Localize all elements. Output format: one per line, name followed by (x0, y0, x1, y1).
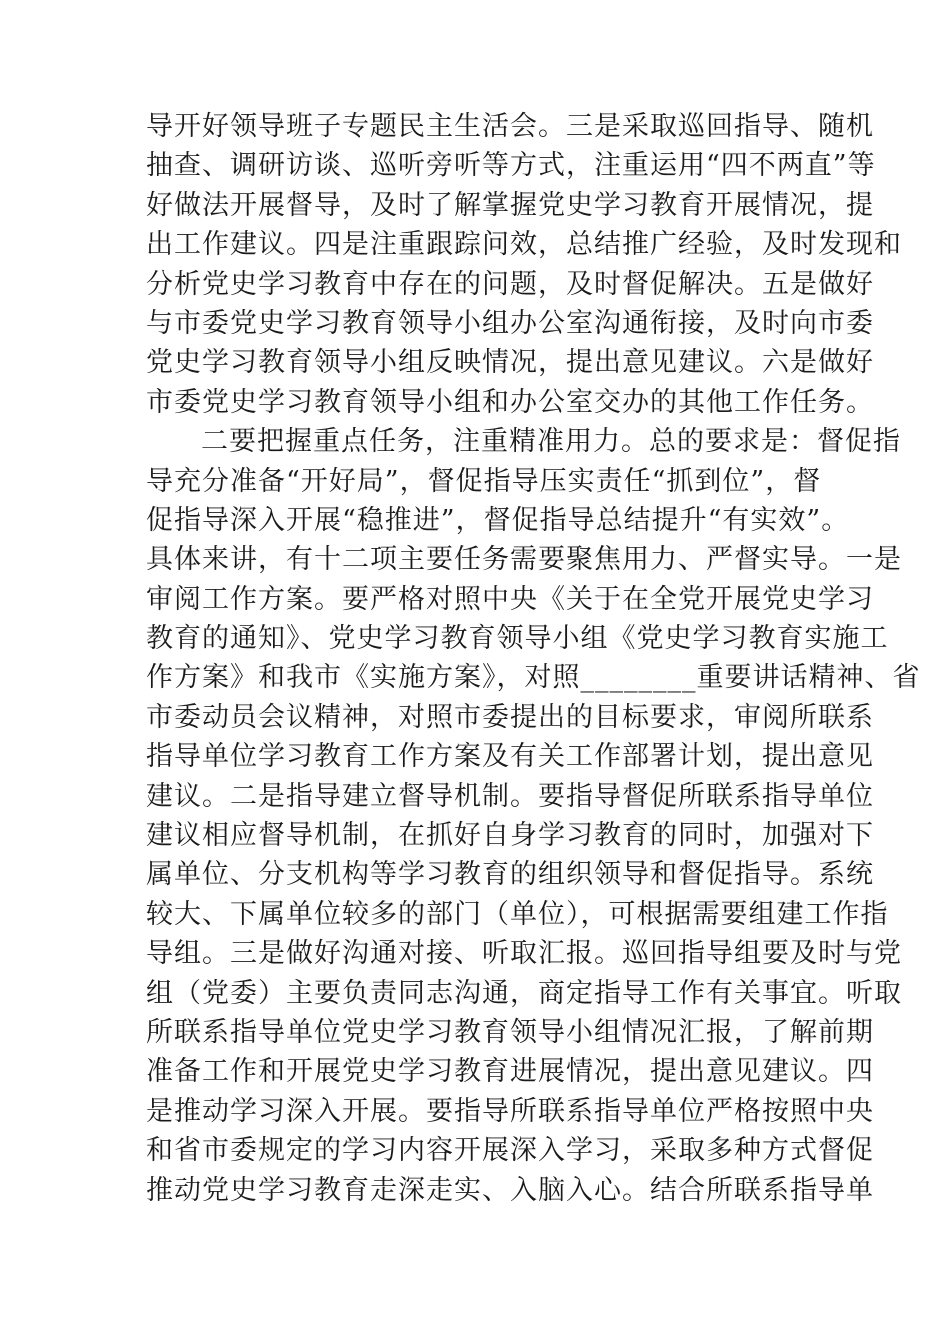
text-line: 教育的通知》、党史学习教育领导小组《党史学习教育实施工 (146, 623, 889, 655)
paragraph-start-line: 二要把握重点任务，注重精准用力。总的要求是：督促指 (201, 426, 901, 458)
text-line: 好做法开展督导，及时了解掌握党史学习教育开展情况，提 (146, 189, 874, 221)
text-line: 出工作建议。四是注重跟踪问效，总结推广经验，及时发现和 (146, 229, 902, 261)
text-line: 组（党委）主要负责同志沟通，商定指导工作有关事宜。听取 (146, 977, 902, 1009)
text-line: 建议。二是指导建立督导机制。要指导督促所联系指导单位 (146, 780, 874, 812)
text-line: 和省市委规定的学习内容开展深入学习，采取多种方式督促 (146, 1135, 874, 1167)
text-line: 作方案》和我市《实施方案》，对照________重要讲话精神、省 (146, 662, 921, 694)
text-line: 准备工作和开展党史学习教育进展情况，提出意见建议。四 (146, 1056, 874, 1088)
text-line: 推动党史学习教育走深走实、入脑入心。结合所联系指导单 (146, 1174, 874, 1206)
text-line: 抽查、调研访谈、巡听旁听等方式，注重运用“四不两直”等 (146, 150, 876, 182)
text-line: 党史学习教育领导小组反映情况，提出意见建议。六是做好 (146, 347, 874, 379)
text-line: 是推动学习深入开展。要指导所联系指导单位严格按照中央 (146, 1095, 874, 1127)
text-line: 指导单位学习教育工作方案及有关工作部署计划，提出意见 (146, 741, 874, 773)
text-line: 分析党史学习教育中存在的问题，及时督促解决。五是做好 (146, 268, 874, 300)
text-line: 导充分准备“开好局”，督促指导压实责任“抓到位”，督 (146, 465, 822, 497)
text-line: 市委党史学习教育领导小组和办公室交办的其他工作任务。 (146, 386, 874, 418)
text-line: 审阅工作方案。要严格对照中央《关于在全党开展党史学习 (146, 583, 874, 615)
text-line: 导开好领导班子专题民主生活会。三是采取巡回指导、随机 (146, 111, 874, 142)
text-line: 所联系指导单位党史学习教育领导小组情况汇报，了解前期 (146, 1016, 874, 1048)
text-line: 较大、下属单位较多的部门（单位），可根据需要组建工作指 (146, 898, 889, 930)
text-line: 导组。三是做好沟通对接、听取汇报。巡回指导组要及时与党 (146, 938, 902, 970)
text-line: 具体来讲，有十二项主要任务需要聚焦用力、严督实导。一是 (146, 544, 902, 576)
body-text (146, 107, 921, 1210)
text-line: 建议相应督导机制，在抓好自身学习教育的同时，加强对下 (146, 820, 874, 852)
text-line: 促指导深入开展“稳推进”，督促指导总结提升“有实效”。 (146, 504, 850, 536)
text-line: 与市委党史学习教育领导小组办公室沟通衔接，及时向市委 (146, 307, 874, 339)
text-line: 属单位、分支机构等学习教育的组织领导和督促指导。系统 (146, 859, 874, 891)
text-line: 市委动员会议精神，对照市委提出的目标要求，审阅所联系 (146, 701, 874, 733)
